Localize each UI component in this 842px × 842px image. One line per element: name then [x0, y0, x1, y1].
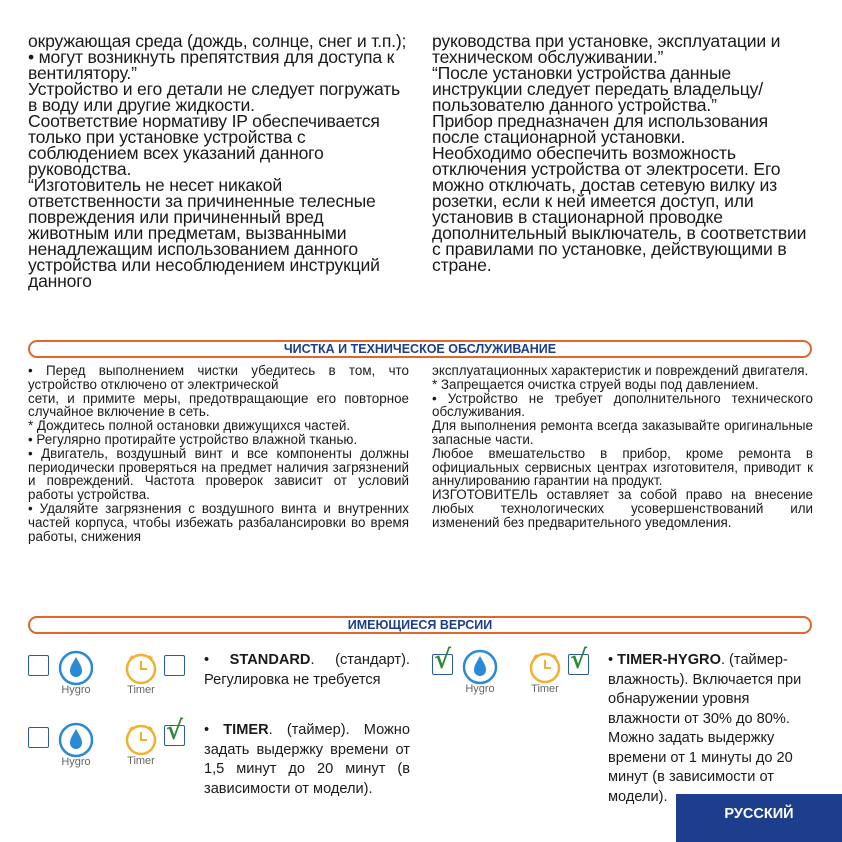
version-timer-text: • TIMER. (таймер). Можно задать выдержку времени от 1,5 минут до 20 минут (в зависимости от модели). — [204, 722, 410, 797]
version-standard-text: • STANDARD. (стандарт). Регулировка не требуется — [204, 652, 410, 688]
paragraph: руководства при установке, эксплуатации и техническом обслуживании.” — [432, 31, 781, 67]
timer-icon — [123, 721, 159, 757]
cleaning-right-column — [432, 364, 813, 530]
paragraph: ИЗГОТОВИТЕЛЬ оставляет за собой право на внесение любых технологических усовершенствований или изменений без предварительного уведомления. — [432, 487, 813, 530]
versions-section-header: ИМЕЮЩИЕСЯ ВЕРСИИ — [28, 616, 812, 634]
hygro-checkbox — [28, 727, 49, 748]
timer-icon — [123, 650, 159, 686]
paragraph: • Двигатель, воздушный винт и все компоненты должны периодически проверяться на предмет наличия загрязнений и повреждений. Частота проверок зависит от условий работы устройства. — [28, 445, 409, 503]
version-name: TIMER — [223, 722, 269, 738]
top-right-column — [432, 33, 816, 273]
paragraph: • Регулярно протирайте устройство влажной тканью. — [28, 431, 358, 447]
hygro-checkbox — [28, 655, 49, 676]
paragraph: сети, и примите меры, предотвращающие его повторное случайное включение в сеть. — [28, 390, 409, 420]
timer-icon — [527, 649, 563, 685]
paragraph: “Изготовитель не несет никакой ответственности за причиненные телесные повреждения или причиненный вред животным или предметам, вызванными ненадлежащим использованием данного устройства или несоблюдением инструкций данного — [28, 175, 380, 291]
hygro-label: Hygro — [61, 684, 91, 696]
check-mark-icon: √ — [166, 716, 184, 746]
timer-checkbox — [164, 655, 185, 676]
paragraph: Необходимо обеспечить возможность отключения устройства от электросети. Его можно отключать, достав сетевую вилку из розетки, если к ней имеется доступ, или установив в стационарной проводке дополнительный выключатель, в соответствии с правилами по установке, действующими в стране. — [432, 143, 807, 275]
timer-label: Timer — [531, 683, 559, 695]
cleaning-section-header: ЧИСТКА И ТЕХНИЧЕСКОЕ ОБСЛУЖИВАНИЕ — [28, 340, 812, 358]
version-name: STANDARD — [229, 652, 311, 668]
paragraph: * Запрещается очистка струей воды под давлением. — [432, 376, 759, 392]
paragraph: эксплуатационных характеристик и повреждений двигателя. — [432, 363, 809, 378]
paragraph: Любое вмешательство в прибор, кроме ремонта в официальных сервисных центрах изготовителя, приводит к аннулированию гарантии на продукт. — [432, 445, 813, 489]
paragraph: Соответствие нормативу IP обеспечивается только при установке устройства с соблюдением всех указаний данного руководства. — [28, 111, 380, 179]
water-drop-icon — [462, 649, 498, 685]
version-timer-hygro-text: • TIMER-HYGRO. (таймер-влажность). Включается при обнаружении уровня влажности от 30% до 80%. Можно задать выдержку времени от 1 минуты до 20 минут (в зависимости от модели). — [608, 652, 802, 805]
version-description: . (таймер). Можно задать выдержку времени от 1,5 минут до 20 минут (в зависимости от модели). — [204, 722, 410, 797]
paragraph: • Удаляйте загрязнения с воздушного винта и внутренних частей корпуса, чтобы избежать разбалансировки во время работы, снижения — [28, 500, 409, 544]
hygro-label: Hygro — [465, 683, 495, 695]
water-drop-icon — [58, 722, 94, 758]
paragraph: Устройство и его детали не следует погружать в воду или другие жидкости. — [28, 79, 400, 115]
paragraph: • могут возникнуть препятствия для доступа к вентилятору.” — [28, 47, 395, 83]
hygro-label: Hygro — [61, 756, 91, 768]
paragraph: Прибор предназначен для использования после стационарной установки. — [432, 111, 768, 147]
version-name: TIMER-HYGRO — [617, 652, 721, 668]
paragraph: • Устройство не требует дополнительного технического обслуживания. — [432, 390, 813, 420]
paragraph: * Дождитесь полной остановки движущихся частей. — [28, 418, 351, 434]
timer-checkbox — [568, 645, 589, 675]
hygro-checkbox — [432, 645, 453, 675]
version-description: . (таймер-влажность). Включается при обнаружении уровня влажности от 30% до 80%. Можно задать выдержку времени от 1 минуты до 20 минут (в зависимости от модели). — [608, 652, 802, 805]
check-mark-icon: √ — [570, 645, 588, 675]
water-drop-icon — [58, 650, 94, 686]
timer-label: Timer — [127, 755, 155, 767]
check-mark-icon: √ — [434, 645, 452, 675]
top-left-column — [28, 33, 408, 289]
timer-label: Timer — [127, 684, 155, 696]
version-description: . (стандарт). Регулировка не требуется — [204, 652, 410, 688]
paragraph: “После установки устройства данные инструкции следует передать владельцу/пользователю данного устройства.” — [432, 63, 763, 115]
paragraph: окружающая среда (дождь, солнце, снег и т.п.); — [28, 31, 407, 51]
timer-checkbox — [164, 716, 185, 746]
cleaning-left-column — [28, 364, 409, 543]
paragraph: Для выполнения ремонта всегда заказывайте оригинальные запасные части. — [432, 418, 813, 447]
language-tab: РУССКИЙ — [676, 794, 842, 842]
paragraph: • Перед выполнением чистки убедитесь в том, что устройство отключено от электрической — [28, 363, 409, 392]
